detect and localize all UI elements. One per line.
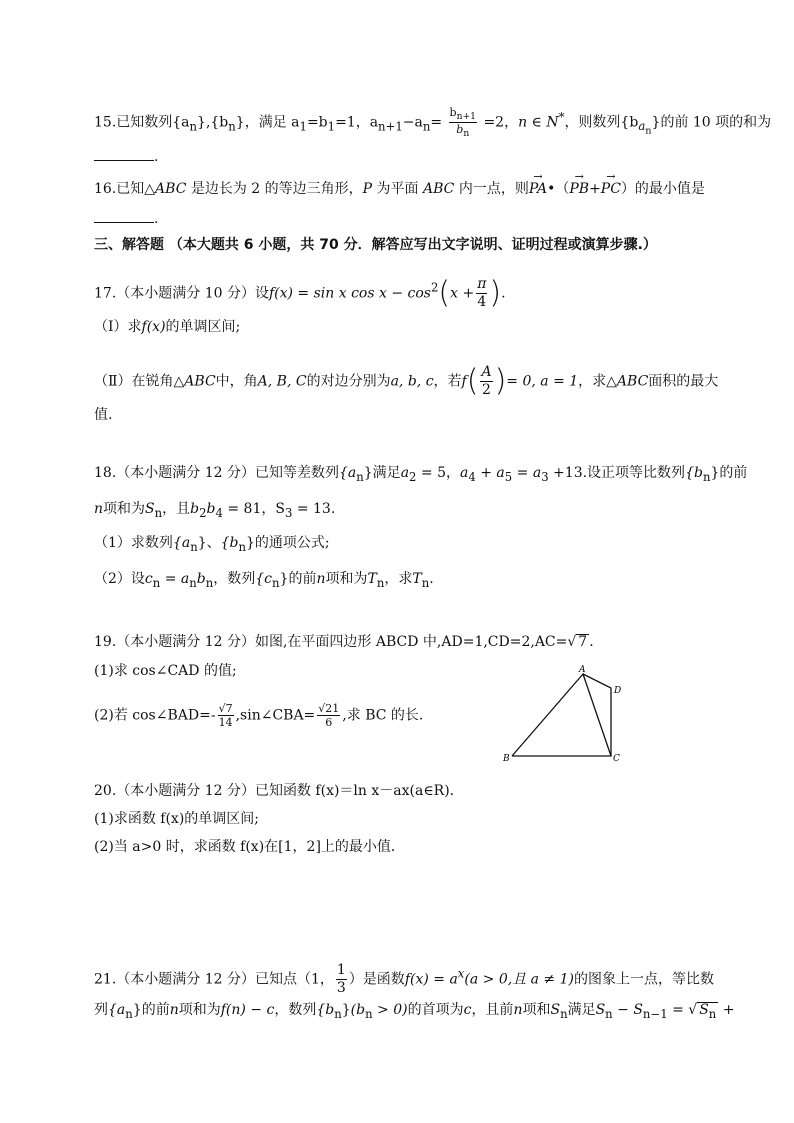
q18-text: 18.（本小题满分 12 分）已知等差数列	[94, 465, 339, 481]
q15-sub: 1	[299, 119, 307, 134]
q15-text: −a	[402, 114, 423, 131]
q17-text: 的对边分别为	[306, 373, 391, 390]
q18-formula: {c	[255, 571, 273, 587]
q17-text: .	[501, 285, 506, 302]
q17-frac-num: π	[477, 276, 487, 292]
q16-text: 内一点，则	[454, 181, 529, 197]
q15-text: }，满足 a	[235, 114, 300, 131]
q21-formula: (b	[350, 1002, 366, 1018]
q18-line2: n项和为$S_n$，且$b_2b_4 = 81$，$S_3 = 13$.	[94, 501, 336, 520]
q18-text: ，求	[384, 571, 413, 587]
q21-text: 项和为	[178, 1002, 221, 1018]
q17-fraction	[480, 364, 492, 399]
q19-text: ,求 BC 的长.	[342, 707, 424, 724]
q18-formula: T	[412, 571, 422, 587]
q18-text: = 5，	[416, 465, 461, 481]
q21-formula: S	[550, 1002, 561, 1018]
q16-answer-line: .	[94, 212, 158, 226]
triangle-abc	[512, 674, 611, 756]
q21-text: 列	[94, 1002, 108, 1018]
q18-text: }的通项公式;	[246, 535, 330, 551]
q21-text: 的首项为	[407, 1002, 464, 1018]
q18-text: ，且	[162, 501, 191, 517]
q18-line1: 18.（本小题满分 12 分）已知等差数列$\{a_n\}$满足$a_2 = 5$，$a_4 + a_5 = a_3 +13$.设正项等比数列$\{b_n\}$的前	[94, 465, 748, 484]
q17-fraction	[476, 276, 487, 311]
q16-var: P	[362, 181, 373, 197]
q19-frac-num: √21	[318, 702, 340, 715]
q21-text: 满足	[567, 1002, 596, 1018]
q17-text: 面积的最大	[648, 373, 719, 390]
q19-text: ,sin∠CBA=	[235, 707, 316, 724]
q18-formula: = a	[160, 571, 190, 587]
q21-formula: n	[513, 1002, 523, 1018]
q15-sub: n+1	[456, 111, 476, 123]
q16-vector: → PC	[601, 182, 621, 196]
q19-text: 19.（本小题满分 12 分）如图,在平面四边形 ABCD 中,AD=1,CD=2,AC=	[94, 634, 568, 650]
q15-text: 15.已知数列{a	[94, 114, 190, 131]
q21-text: }的前	[132, 1002, 170, 1018]
q18-text: = 81，	[222, 501, 276, 517]
q19-text: .	[589, 634, 594, 650]
q17-part2-tail: 值.	[94, 407, 113, 423]
q17-text: ，若	[433, 373, 462, 390]
q16-var: ABC	[423, 181, 455, 197]
section-heading: 三、解答题 （本大题共 6 小题，共 70 分．解答应写出文字说明、证明过程或演算步骤.）	[94, 237, 657, 253]
q17-formula: x +	[450, 285, 475, 302]
q18-formula: + a	[475, 465, 505, 481]
q20-part2: (2)当 a>0 时，求函数 f(x)在[1，2]上的最小值．	[94, 839, 405, 855]
q18-formula: {a	[338, 465, 357, 481]
q18-formula: n	[316, 571, 326, 587]
q19-part1: (1)求 cos∠CAD 的值;	[94, 663, 237, 679]
q15-sub: n	[228, 119, 236, 134]
q15-text: =1，a	[335, 114, 379, 131]
q17-sup: 2	[430, 280, 439, 295]
q21-sqrt: $S_n$	[699, 1002, 717, 1021]
q21-formula: n	[169, 1002, 179, 1018]
q17-paren: )	[494, 363, 507, 399]
q15-line	[94, 106, 771, 139]
q21-text: ）是函数	[348, 971, 405, 988]
q15-text: =2，	[483, 114, 519, 131]
q16-text: ）的最小值是	[620, 181, 705, 197]
q21-formula: {a	[108, 1002, 126, 1018]
q18-text: +13	[548, 465, 583, 481]
q21-sub: n−1	[642, 1006, 668, 1021]
q21-text: 项和	[522, 1002, 551, 1018]
q18-formula: {b	[685, 465, 703, 481]
q15-set: n ∈ N	[518, 114, 559, 131]
answer-blank[interactable]	[94, 222, 154, 223]
q17-formula: f	[461, 373, 467, 390]
q18-formula: {b	[220, 535, 239, 551]
q21-formula: (a > 0,且 a ≠ 1)	[464, 971, 574, 988]
q17-line	[94, 276, 506, 311]
q21-sup: x	[457, 966, 465, 981]
q17-formula: f(x)	[141, 319, 166, 335]
q18-formula: a	[400, 465, 410, 481]
q21-line1	[94, 962, 714, 997]
q21-text: ，数列	[274, 1002, 317, 1018]
q16-text: 16.已知△	[94, 181, 156, 197]
q18-formula: {a	[172, 535, 191, 551]
q16-text: •（	[547, 181, 570, 197]
q18-formula: = a	[512, 465, 542, 481]
q15-sup: *	[558, 110, 565, 125]
q21-text: 的图象上一点，等比数	[573, 971, 714, 988]
q17-formula: A, B, C	[257, 373, 307, 390]
q21-formula: f(x) = a	[404, 971, 458, 988]
q21-text: }	[341, 1002, 351, 1018]
label-d: D	[614, 686, 622, 696]
q17-formula: a, b, c	[390, 373, 434, 390]
q18-text: .	[330, 501, 336, 517]
q18-formula: b	[196, 571, 206, 587]
q18-part2: （2）设$c_n = a_nb_n$，数列$\{c_n\}$的前n项和为$T_n$，求$T_n$.	[94, 571, 434, 590]
quadrilateral-figure	[500, 660, 630, 770]
q18-formula: S	[145, 501, 155, 517]
q15-sub: n	[189, 119, 198, 134]
q21-line2: 列$\{a_n\}$的前n项和为f(n) − c，数列$\{b_n\}(b_n > 0)$的首项为c，且前n项和$S_n$满足$S_n - S_{n-1}$ = √ $S_n$ +	[94, 1002, 735, 1021]
q21-formula: − S	[612, 1002, 643, 1018]
q17-paren: (	[466, 363, 479, 399]
q18-text: }、	[197, 535, 221, 551]
q17-text: 17.（本小题满分 10 分）设	[94, 285, 269, 302]
q18-text: 项和为	[325, 571, 368, 587]
q19-fraction	[218, 702, 234, 729]
q18-formula: b	[206, 501, 216, 517]
q17-formula: f(x) = sin x cos x − cos	[268, 285, 431, 302]
q21-formula: S	[595, 1002, 606, 1018]
q21-formula: f(n) − c	[220, 1002, 275, 1018]
q19-part2	[94, 702, 423, 729]
q16-text: +	[589, 181, 601, 197]
label-c: C	[613, 754, 620, 764]
q17-formula: △ABC	[173, 373, 216, 390]
q21-text: =	[667, 1002, 689, 1018]
q15-sub: 1	[327, 119, 336, 134]
q17-formula: △ABC	[606, 373, 649, 390]
q15-sub: n	[463, 128, 470, 140]
q18-text: }的前	[710, 465, 748, 481]
q17-text: ，求	[578, 373, 607, 390]
q21-formula: > 0)	[372, 1002, 408, 1018]
q16-text: 为平面	[372, 181, 423, 197]
q17-frac-den: 2	[482, 381, 491, 398]
q16-vector: → PA	[529, 182, 547, 196]
q18-formula: b	[190, 501, 200, 517]
q15-sub: n+1	[378, 119, 403, 134]
q18-formula: c	[144, 571, 153, 587]
q16-var: ABC	[155, 181, 187, 197]
q17-frac-den: 4	[477, 293, 487, 310]
answer-blank[interactable]	[94, 160, 154, 161]
q17-text: 的单调区间;	[165, 319, 241, 335]
q20-part1: (1)求函数 f(x)的单调区间;	[94, 811, 259, 827]
q15-fraction	[449, 106, 477, 139]
q17-part2	[94, 364, 718, 399]
q15-text: =b	[306, 114, 328, 131]
q19-frac-den: 14	[218, 716, 233, 730]
q17-paren: )	[489, 275, 502, 311]
q18-formula: n	[94, 501, 104, 517]
q21-formula: c	[463, 1002, 472, 1018]
q18-text: 项和为	[103, 501, 146, 517]
q18-formula: a	[460, 465, 469, 481]
label-b: B	[503, 754, 510, 764]
q16-text: 是边长为 2 的等边三角形，	[186, 181, 363, 197]
q18-text: .设正项等比数列	[582, 465, 686, 481]
q16-line	[94, 182, 705, 196]
q19-frac-num: √7	[218, 702, 233, 715]
q18-formula: S	[275, 501, 285, 517]
q17-formula: = 0, a = 1	[506, 373, 579, 390]
q17-text: （Ⅰ）求	[94, 319, 142, 335]
q18-text: ，数列	[213, 571, 256, 587]
q21-text: ，且前	[471, 1002, 514, 1018]
q19-line1: 19.（本小题满分 12 分）如图,在平面四边形 ABCD 中,AD=1,CD=2,AC=√ 7 .	[94, 634, 594, 650]
q21-formula: S	[699, 1002, 709, 1018]
q17-frac-num: A	[481, 364, 492, 380]
q18-text: .	[429, 571, 434, 587]
q15-sub: n	[422, 119, 431, 134]
q18-text: }满足	[363, 465, 401, 481]
q15-text: },{b	[197, 114, 229, 131]
q19-text: (2)若 cos∠BAD=-	[94, 707, 216, 724]
q18-text: = 13	[292, 501, 331, 517]
q15-frac-den: b	[456, 123, 464, 137]
q20-line1: 20.（本小题满分 12 分）已知函数 f(x)＝ln x－ax(a∈R)．	[94, 783, 464, 799]
q18-formula: T	[367, 571, 377, 587]
q17-paren: (	[438, 275, 451, 311]
q15-text: =	[430, 114, 443, 131]
q18-text: （2）设	[94, 571, 145, 587]
label-a: A	[579, 665, 586, 675]
q19-fraction	[317, 702, 340, 729]
q18-text: （1）求数列	[94, 535, 173, 551]
q15-text: }的前 10 项的和为	[651, 114, 772, 131]
q19-frac-den: 6	[325, 716, 333, 730]
q15-text: ，则数列{b	[564, 114, 639, 131]
q21-text: +	[718, 1002, 735, 1018]
q17-text: （Ⅱ）在锐角	[94, 373, 174, 390]
q18-text: }的前	[279, 571, 317, 587]
q15-frac-num: b	[449, 106, 457, 119]
q16-vector: → PB	[569, 182, 589, 196]
q21-frac-den: 3	[336, 979, 346, 996]
q18-part1: （1）求数列$\{a_n\}$、$\{b_n\}$的通项公式;	[94, 535, 330, 554]
q19-sqrt: 7	[578, 634, 588, 650]
q15-sub: n	[645, 125, 652, 137]
q15-sub: a	[638, 119, 646, 134]
q21-frac-num: 1	[336, 962, 346, 978]
q21-text: 21.（本小题满分 12 分）已知点（1，	[94, 971, 334, 988]
q17-part1	[94, 320, 240, 334]
q15-answer-line: .	[94, 150, 158, 164]
q21-fraction	[336, 962, 347, 997]
q17-text: 中，角	[215, 373, 258, 390]
q21-formula: {b	[316, 1002, 335, 1018]
